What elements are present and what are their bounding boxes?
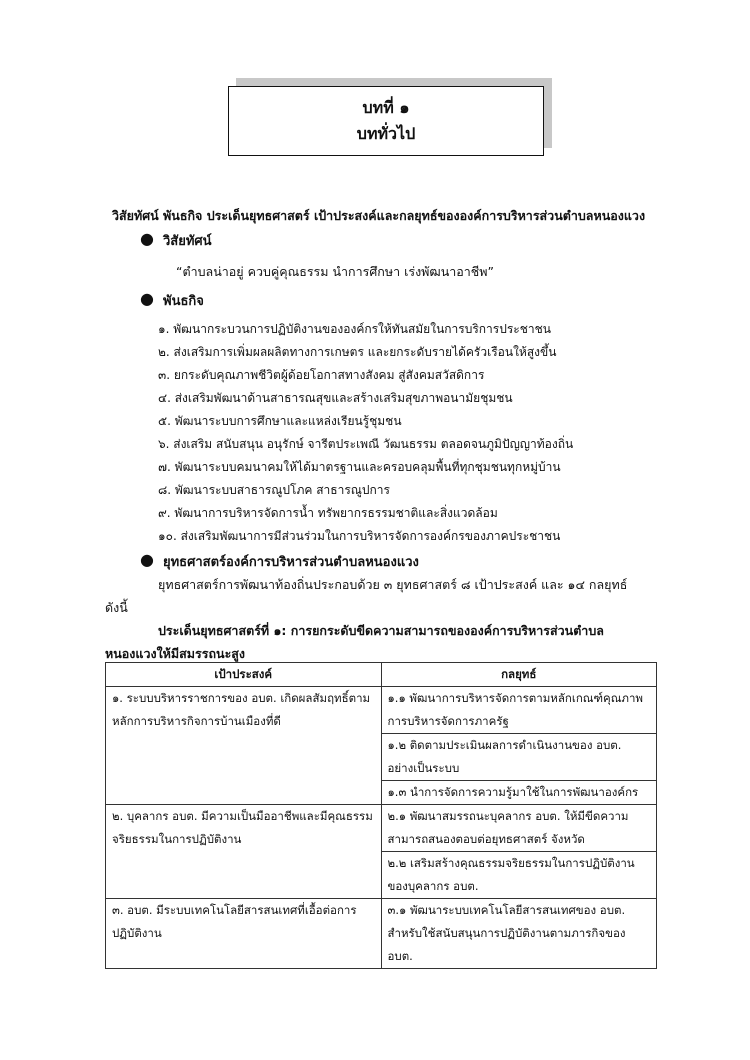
strategic-issue-title-cont: หนองแวงให้มีสมรรถนะสูง [105, 646, 246, 661]
strategy-text-line2: ดังนี้ [105, 600, 128, 615]
mission-item: ๗. พัฒนาระบบคมนาคมให้ได้มาตรฐานและครอบคลุมพื้นที่ทุกชุมชนทุกหมู่บ้าน [158, 460, 561, 474]
vision-text: “ตำบลน่าอยู่ ควบคู่คุณธรรม นำการศึกษา เร่งพัฒนาอาชีพ” [176, 264, 494, 279]
mission-item: ๑. พัฒนากระบวนการปฏิบัติงานขององค์กรให้ทันสมัยในการบริการประชาชน [158, 322, 551, 336]
bullet-icon: ● [140, 289, 154, 308]
vision-label: วิสัยทัศน์ [163, 234, 212, 249]
header-goal: เป้าประสงค์ [106, 663, 382, 687]
chapter-number: บทที่ ๑ [362, 98, 410, 117]
strategy-label: ยุทธศาสตร์องค์การบริหารส่วนตำบลหนองแวง [163, 555, 419, 570]
mission-item: ๓. ยกระดับคุณภาพชีวิตผู้ด้อยโอกาสทางสังคม สู่สังคมสวัสดิการ [158, 368, 485, 382]
bullet-icon: ● [140, 229, 154, 248]
strategy-cell: ๒.๑ พัฒนาสมรรถนะบุคลากร อบต. ให้มีขีดความสามารถสนองตอบต่อยุทธศาสตร์ จังหวัด [381, 805, 657, 852]
goal-cell: ๑. ระบบบริหารราชการของ อบต. เกิดผลสัมฤทธิ์ตามหลักการบริหารกิจการบ้านเมืองที่ดี [106, 687, 382, 805]
chapter-title: บททั่วไป [356, 124, 416, 143]
goal-cell: ๒. บุคลากร อบต. มีความเป็นมืออาชีพและมีคุณธรรมจริยธรรมในการปฏิบัติงาน [106, 805, 382, 899]
strategy-text-line1: ยุทธศาสตร์การพัฒนาท้องถิ่นประกอบด้วย ๓ ยุทธศาสตร์ ๘ เป้าประสงค์ และ ๑๔ กลยุทธ์ [158, 577, 628, 592]
strategy-table [105, 662, 657, 969]
section-heading: วิสัยทัศน์ พันธกิจ ประเด็นยุทธศาสตร์ เป้าประสงค์และกลยุทธ์ขององค์การบริหารส่วนตำบลหนองแวง [112, 208, 646, 223]
bullet-icon: ● [140, 550, 154, 569]
table-row [106, 805, 657, 852]
header-strategy: กลยุทธ์ [381, 663, 657, 687]
strategy-cell: ๑.๓ นำการจัดการความรู้มาใช้ในการพัฒนาองค์กร [381, 781, 657, 805]
mission-item: ๘. พัฒนาระบบสาธารณูปโภค สาธารณูปการ [158, 483, 390, 497]
mission-label: พันธกิจ [163, 294, 204, 309]
chapter-title-box [228, 86, 544, 156]
mission-item: ๑๐. ส่งเสริมพัฒนาการมีส่วนร่วมในการบริหารจัดการองค์กรของภาคประชาชน [158, 529, 561, 543]
mission-item: ๕. พัฒนาระบบการศึกษาและแหล่งเรียนรู้ชุมชน [158, 414, 402, 428]
table-row [106, 687, 657, 734]
mission-item: ๙. พัฒนาการบริหารจัดการน้ำ ทรัพยากรธรรมชาติและสิ่งแวดล้อม [158, 506, 498, 520]
mission-item: ๖. ส่งเสริม สนับสนุน อนุรักษ์ จารีตประเพณี วัฒนธรรม ตลอดจนภูมิปัญญาท้องถิ่น [158, 437, 574, 451]
strategic-issue-title: ประเด็นยุทธศาสตร์ที่ ๑: การยกระดับขีดความสามารถขององค์การบริหารส่วนตำบล [158, 623, 604, 638]
strategy-cell: ๓.๑ พัฒนาระบบเทคโนโลยีสารสนเทศของ อบต. สำหรับใช้สนับสนุนการปฏิบัติงานตามภารกิจของ อบต. [381, 899, 657, 969]
strategy-cell: ๒.๒ เสริมสร้างคุณธรรมจริยธรรมในการปฏิบัติงานของบุคลากร อบต. [381, 852, 657, 899]
table-header-row [106, 663, 657, 687]
mission-list [158, 318, 573, 548]
table-row [106, 899, 657, 969]
mission-item: ๒. ส่งเสริมการเพิ่มผลผลิตทางการเกษตร และยกระดับรายได้ครัวเรือนให้สูงขึ้น [158, 345, 557, 359]
strategy-cell: ๑.๑ พัฒนาการบริหารจัดการตามหลักเกณฑ์คุณภาพการบริหารจัดการภาครัฐ [381, 687, 657, 734]
strategy-cell: ๑.๒ ติดตามประเมินผลการดำเนินงานของ อบต. อย่างเป็นระบบ [381, 734, 657, 781]
mission-item: ๔. ส่งเสริมพัฒนาด้านสาธารณสุขและสร้างเสริมสุขภาพอนามัยชุมชน [158, 391, 513, 405]
goal-cell: ๓. อบต. มีระบบเทคโนโลยีสารสนเทศที่เอื้อต่อการปฏิบัติงาน [106, 899, 382, 969]
